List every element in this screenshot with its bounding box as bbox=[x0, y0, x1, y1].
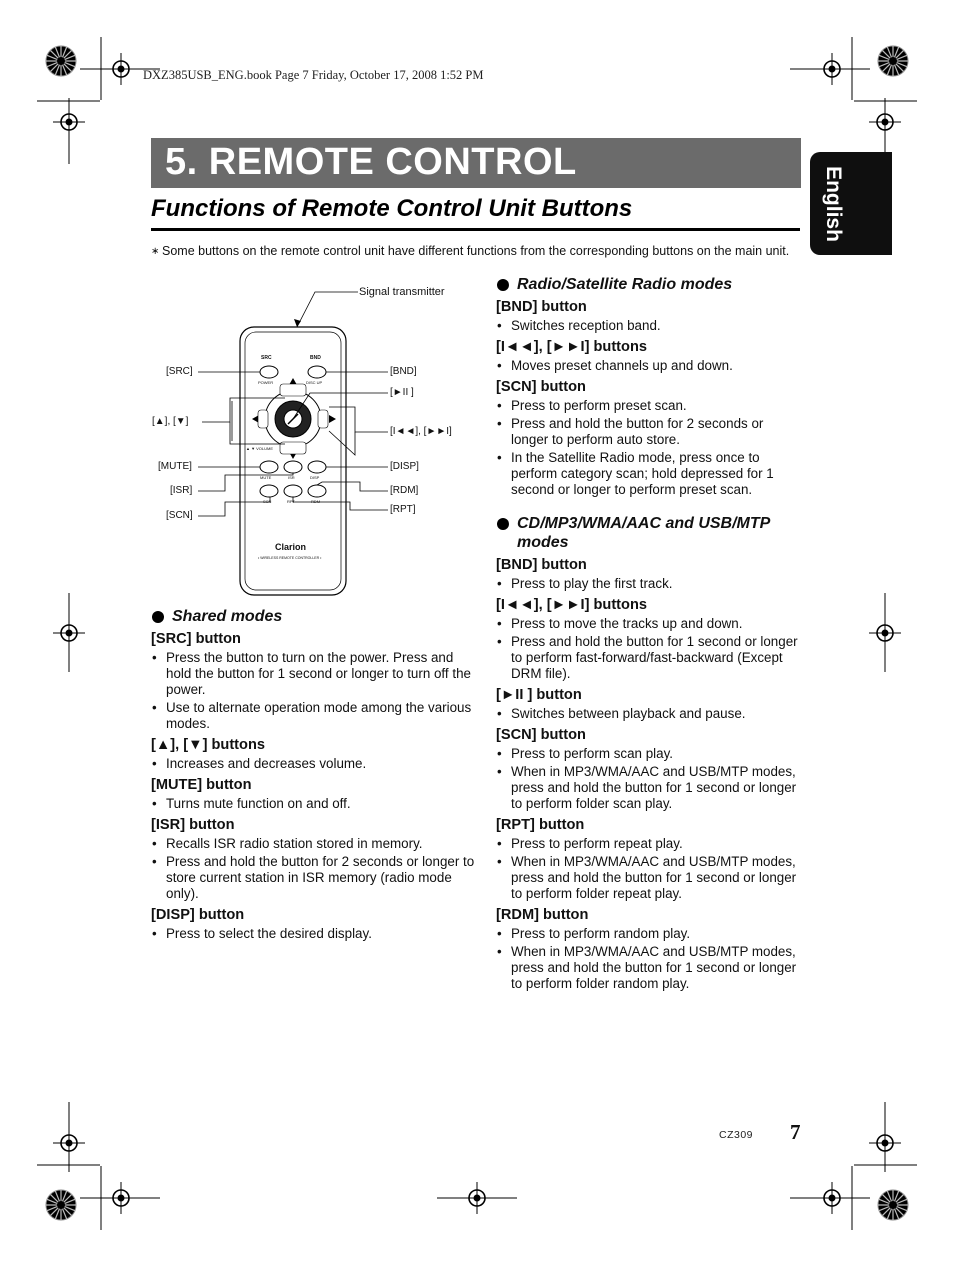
model-code: CZ309 bbox=[719, 1129, 754, 1141]
note-marker: ∗ bbox=[151, 246, 160, 257]
list-item: • Press to perform random play. bbox=[496, 926, 801, 942]
updown-callout: [▲], [▼] bbox=[152, 416, 189, 427]
list-item: • Moves preset channels up and down. bbox=[496, 358, 801, 374]
radio-bnd-list bbox=[496, 318, 801, 334]
shared-modes-heading: Shared modes bbox=[151, 607, 481, 626]
section-title: Functions of Remote Control Unit Buttons bbox=[151, 195, 633, 222]
remote-controller-text: • WIRELESS REMOTE CONTROLLER • bbox=[258, 556, 322, 560]
volume-buttons-list bbox=[151, 756, 481, 772]
remote-scn-text: SCN bbox=[263, 499, 272, 504]
remote-src-text: SRC bbox=[261, 355, 272, 361]
cd-bnd-list bbox=[496, 576, 801, 592]
remote-rpt-text: RPT bbox=[287, 499, 295, 504]
list-item: • Press the button to turn on the power. Press and hold the button for 1 second or longer to turn off the power. bbox=[151, 650, 481, 698]
cd-scn-list bbox=[496, 746, 801, 812]
mute-button-heading: [MUTE] button bbox=[151, 777, 252, 793]
list-item: • Press to perform scan play. bbox=[496, 746, 801, 762]
scn-button-heading: [SCN] button bbox=[496, 379, 586, 395]
radio-scn-list bbox=[496, 398, 801, 498]
isr-callout: [ISR] bbox=[170, 485, 193, 496]
remote-volume-text: ▲ ▼ VOLUME bbox=[246, 446, 274, 451]
rpt-callout: [RPT] bbox=[390, 504, 416, 515]
list-item: • In the Satellite Radio mode, press once to perform category scan; hold depressed for 1 second or longer to perform preset scan. bbox=[496, 450, 801, 498]
src-button-list bbox=[151, 650, 481, 732]
remote-brand-logo: Clarion bbox=[275, 542, 307, 552]
remote-rdm-text: RDM bbox=[311, 499, 321, 504]
chapter-title: 5. REMOTE CONTROL bbox=[165, 141, 577, 183]
radio-skip-list bbox=[496, 358, 801, 374]
signal-transmitter-label: Signal transmitter bbox=[359, 286, 445, 298]
scn-callout: [SCN] bbox=[166, 510, 193, 521]
language-tab-label: English bbox=[822, 165, 845, 242]
skip-callout: [I◄◄], [►►I] bbox=[390, 426, 452, 437]
play-pause-button-heading: [►II ] button bbox=[496, 687, 582, 703]
bullet-dot-icon bbox=[497, 279, 509, 291]
disp-button-heading: [DISP] button bbox=[151, 907, 245, 923]
bullet-dot-icon bbox=[497, 518, 509, 530]
modes-right-column bbox=[496, 275, 801, 994]
isr-button-heading: [ISR] button bbox=[151, 817, 235, 833]
remote-disp-text: DISP bbox=[310, 475, 320, 480]
remote-isr-text: ISR bbox=[288, 475, 295, 480]
bnd-callout: [BND] bbox=[390, 366, 417, 377]
disp-button-list bbox=[151, 926, 481, 942]
list-item: • Press and hold the button for 1 second or longer to perform fast-forward/fast-backward (Except DRM file). bbox=[496, 634, 801, 682]
src-callout: [SRC] bbox=[166, 366, 193, 377]
rdm-button-heading: [RDM] button bbox=[496, 907, 589, 923]
list-item: • Turns mute function on and off. bbox=[151, 796, 481, 812]
cd-skip-list bbox=[496, 616, 801, 682]
list-item: • When in MP3/WMA/AAC and USB/MTP modes, press and hold the button for 1 second or longer to perform folder random play. bbox=[496, 944, 801, 992]
mute-callout: [MUTE] bbox=[158, 461, 192, 472]
rpt-button-heading: [RPT] button bbox=[496, 817, 585, 833]
list-item: • Press and hold the button for 2 seconds or longer to perform auto store. bbox=[496, 416, 801, 448]
radio-modes-heading: Radio/Satellite Radio modes bbox=[496, 275, 801, 294]
list-item: • Press to perform repeat play. bbox=[496, 836, 801, 852]
list-item: • Press to perform preset scan. bbox=[496, 398, 801, 414]
list-item: • Use to alternate operation mode among the various modes. bbox=[151, 700, 481, 732]
list-item: • Switches between playback and pause. bbox=[496, 706, 801, 722]
cd-rdm-list bbox=[496, 926, 801, 992]
list-item: • Press to play the first track. bbox=[496, 576, 801, 592]
rdm-callout: [RDM] bbox=[390, 485, 419, 496]
list-item: • When in MP3/WMA/AAC and USB/MTP modes, press and hold the button for 1 second or longer to perform folder repeat play. bbox=[496, 854, 801, 902]
remote-control-figure bbox=[150, 280, 460, 600]
list-item: • Increases and decreases volume. bbox=[151, 756, 481, 772]
file-header: DXZ385USB_ENG.book Page 7 Friday, October 17, 2008 1:52 PM bbox=[143, 68, 484, 82]
bnd-button-heading: [BND] button bbox=[496, 299, 587, 315]
cd-play-list bbox=[496, 706, 801, 722]
remote-illustration bbox=[150, 280, 460, 600]
note-text: Some buttons on the remote control unit have different functions from the corresponding buttons on the main unit. bbox=[162, 244, 790, 258]
bnd-button-heading: [BND] button bbox=[496, 557, 587, 573]
src-button-heading: [SRC] button bbox=[151, 631, 241, 647]
shared-modes-section bbox=[151, 607, 481, 944]
remote-power-text: POWER bbox=[258, 380, 274, 385]
remote-discup-text: DISC UP bbox=[306, 380, 323, 385]
list-item: • When in MP3/WMA/AAC and USB/MTP modes, press and hold the button for 1 second or longer to perform folder scan play. bbox=[496, 764, 801, 812]
skip-buttons-heading: [I◄◄], [►►I] buttons bbox=[496, 339, 647, 355]
list-item: • Press to move the tracks up and down. bbox=[496, 616, 801, 632]
list-item: • Recalls ISR radio station stored in memory. bbox=[151, 836, 481, 852]
page-number: 7 bbox=[790, 1120, 801, 1144]
play-callout: [►II ] bbox=[390, 387, 414, 398]
scn-button-heading: [SCN] button bbox=[496, 727, 586, 743]
remote-bnd-text: BND bbox=[310, 355, 321, 361]
list-item: • Press and hold the button for 2 seconds or longer to store current station in ISR memory (radio mode only). bbox=[151, 854, 481, 902]
isr-button-list bbox=[151, 836, 481, 902]
list-item: • Press to select the desired display. bbox=[151, 926, 481, 942]
skip-buttons-heading: [I◄◄], [►►I] buttons bbox=[496, 597, 647, 613]
bullet-dot-icon bbox=[152, 611, 164, 623]
list-item: • Switches reception band. bbox=[496, 318, 801, 334]
footnote bbox=[151, 244, 801, 259]
mute-button-list bbox=[151, 796, 481, 812]
volume-buttons-heading: [▲], [▼] buttons bbox=[151, 737, 265, 753]
cd-rpt-list bbox=[496, 836, 801, 902]
section-rule bbox=[151, 228, 800, 231]
cd-modes-heading: CD/MP3/WMA/AAC and USB/MTP modes bbox=[496, 514, 801, 552]
disp-callout: [DISP] bbox=[390, 461, 419, 472]
remote-mute-text: MUTE bbox=[260, 475, 272, 480]
